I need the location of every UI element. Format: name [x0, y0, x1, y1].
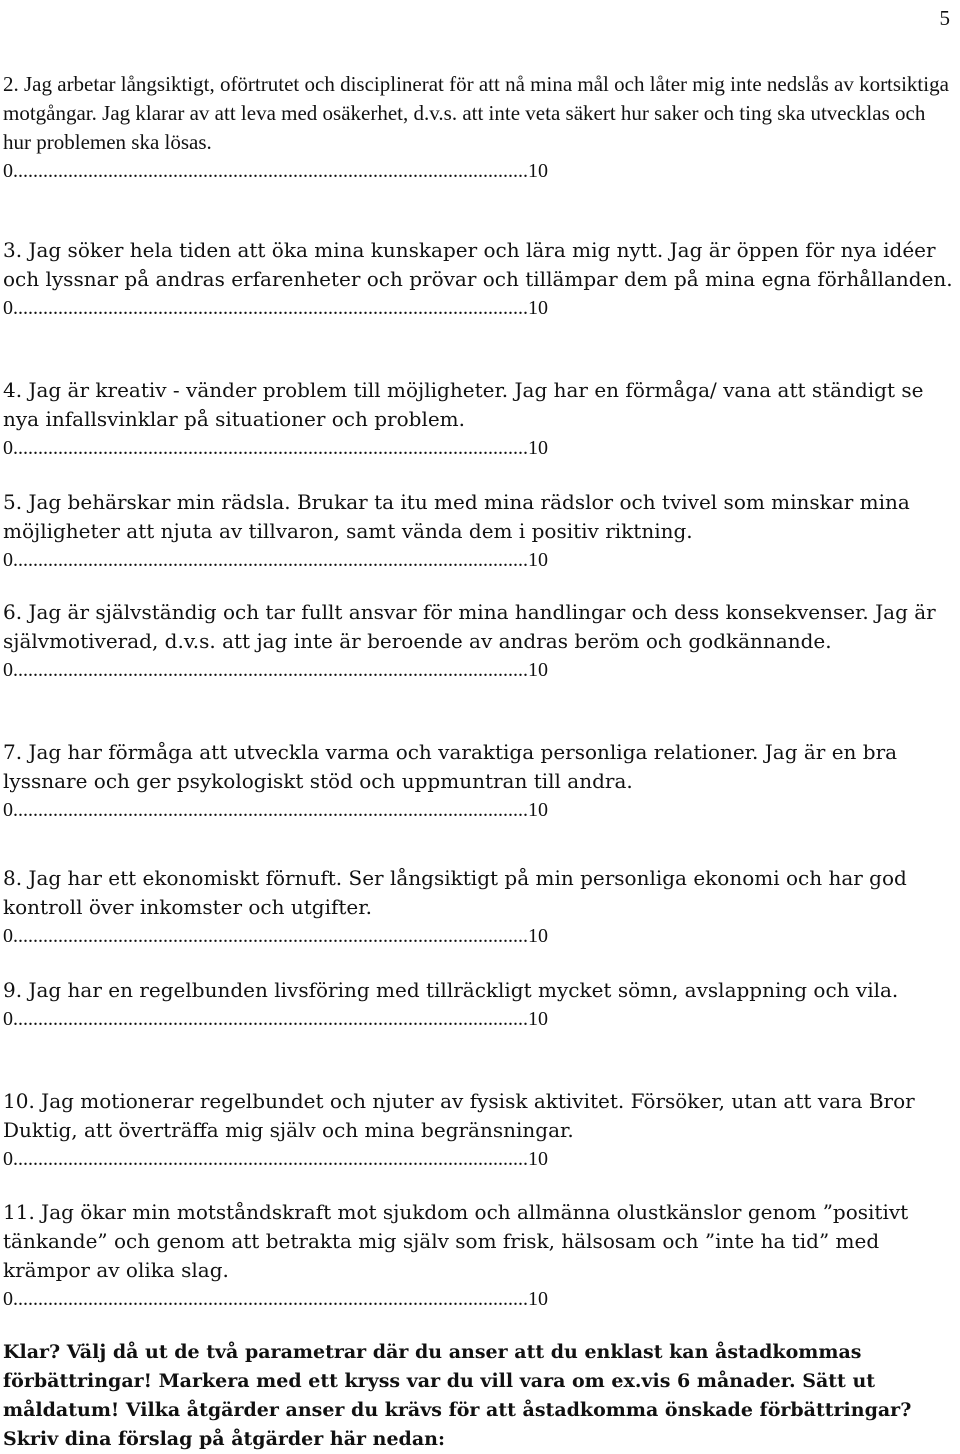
statement-5 [3, 488, 958, 575]
rating-scale: 0.......................................................................................................10 [3, 1008, 548, 1030]
statement-number: 10. [3, 1089, 35, 1113]
statement-number: 11. [3, 1200, 35, 1224]
rating-scale: 0.......................................................................................................10 [3, 297, 548, 319]
statement-3 [3, 236, 958, 323]
statement-number: 5. [3, 490, 23, 514]
statement-7 [3, 738, 958, 825]
statement-text: Jag är självständig och tar fullt ansvar för mina handlingar och dess konsekvenser. Jag är självmotiverad, d.v.s. att jag inte är beroende av andras beröm och godkännande. [3, 600, 936, 653]
page-number: 5 [939, 6, 950, 30]
statement-text: Jag är kreativ - vänder problem till möjligheter. Jag har en förmåga/ vana att ständigt se nya infallsvinklar på situationer och problem. [3, 378, 924, 431]
rating-scale: 0.......................................................................................................10 [3, 437, 548, 459]
statement-number: 7. [3, 740, 23, 764]
statement-text: Jag motionerar regelbundet och njuter av fysisk aktivitet. Försöker, utan att vara Bror Duktig, att överträffa mig själv och mina begränsningar. [3, 1089, 915, 1142]
closing-instructions: Klar? Välj då ut de två parametrar där du anser att du enklast kan åstadkommas förbättringar! Markera med ett kryss var du vill vara om ex.vis 6 månader. Sätt ut måldatum! Vilka åtgärder anser du krävs för att åstadkomma önskade förbättringar? Skriv dina förslag på åtgärder här nedan: [3, 1341, 912, 1450]
statement-text: Jag har ett ekonomiskt förnuft. Ser långsiktigt på min personliga ekonomi och har god kontroll över inkomster och utgifter. [3, 866, 907, 919]
statement-number: 8. [3, 866, 23, 890]
rating-scale: 0.......................................................................................................10 [3, 1288, 548, 1310]
statement-text: Jag behärskar min rädsla. Brukar ta itu med mina rädslor och tvivel som minskar mina möjligheter att njuta av tillvaron, samt vända dem i positiv riktning. [3, 490, 910, 543]
statement-text: Jag har förmåga att utveckla varma och varaktiga personliga relationer. Jag är en bra lyssnare och ger psykologiskt stöd och uppmuntran till andra. [3, 740, 898, 793]
rating-scale: 0.......................................................................................................10 [3, 549, 548, 571]
statement-number: 3. [3, 238, 23, 262]
statement-number: 4. [3, 378, 23, 402]
rating-scale: 0.......................................................................................................10 [3, 1148, 548, 1170]
statement-number: 2. [3, 72, 19, 96]
statement-10 [3, 1087, 958, 1174]
statement-text: Jag söker hela tiden att öka mina kunskaper och lära mig nytt. Jag är öppen för nya idéer och lyssnar på andras erfarenheter och prövar och tillämpar dem på mina egna förhållanden. [3, 238, 953, 291]
statement-text: Jag arbetar långsiktigt, oförtrutet och disciplinerat för att nå mina mål och låter mig inte nedslås av kortsiktiga motgångar. Jag klarar av att leva med osäkerhet, d.v.s. att inte veta säkert hur saker och ting ska utvecklas och hur problemen ska lösas. [3, 72, 949, 154]
statement-9 [3, 976, 958, 1034]
rating-scale: 0.......................................................................................................10 [3, 160, 548, 182]
statement-number: 9. [3, 978, 23, 1002]
statement-text: Jag ökar min motståndskraft mot sjukdom och allmänna olustkänslor genom ”positivt tänkande” och genom att betrakta mig själv som frisk, hälsosam och ”inte ha tid” med krämpor av olika slag. [3, 1200, 909, 1282]
statement-11 [3, 1198, 958, 1314]
statement-8 [3, 864, 958, 951]
statement-number: 6. [3, 600, 23, 624]
statement-6 [3, 598, 958, 685]
rating-scale: 0.......................................................................................................10 [3, 925, 548, 947]
statement-4 [3, 376, 958, 463]
statement-text: Jag har en regelbunden livsföring med tillräckligt mycket sömn, avslappning och vila. [28, 978, 899, 1002]
statement-2 [3, 70, 958, 186]
rating-scale: 0.......................................................................................................10 [3, 799, 548, 821]
rating-scale: 0.......................................................................................................10 [3, 659, 548, 681]
